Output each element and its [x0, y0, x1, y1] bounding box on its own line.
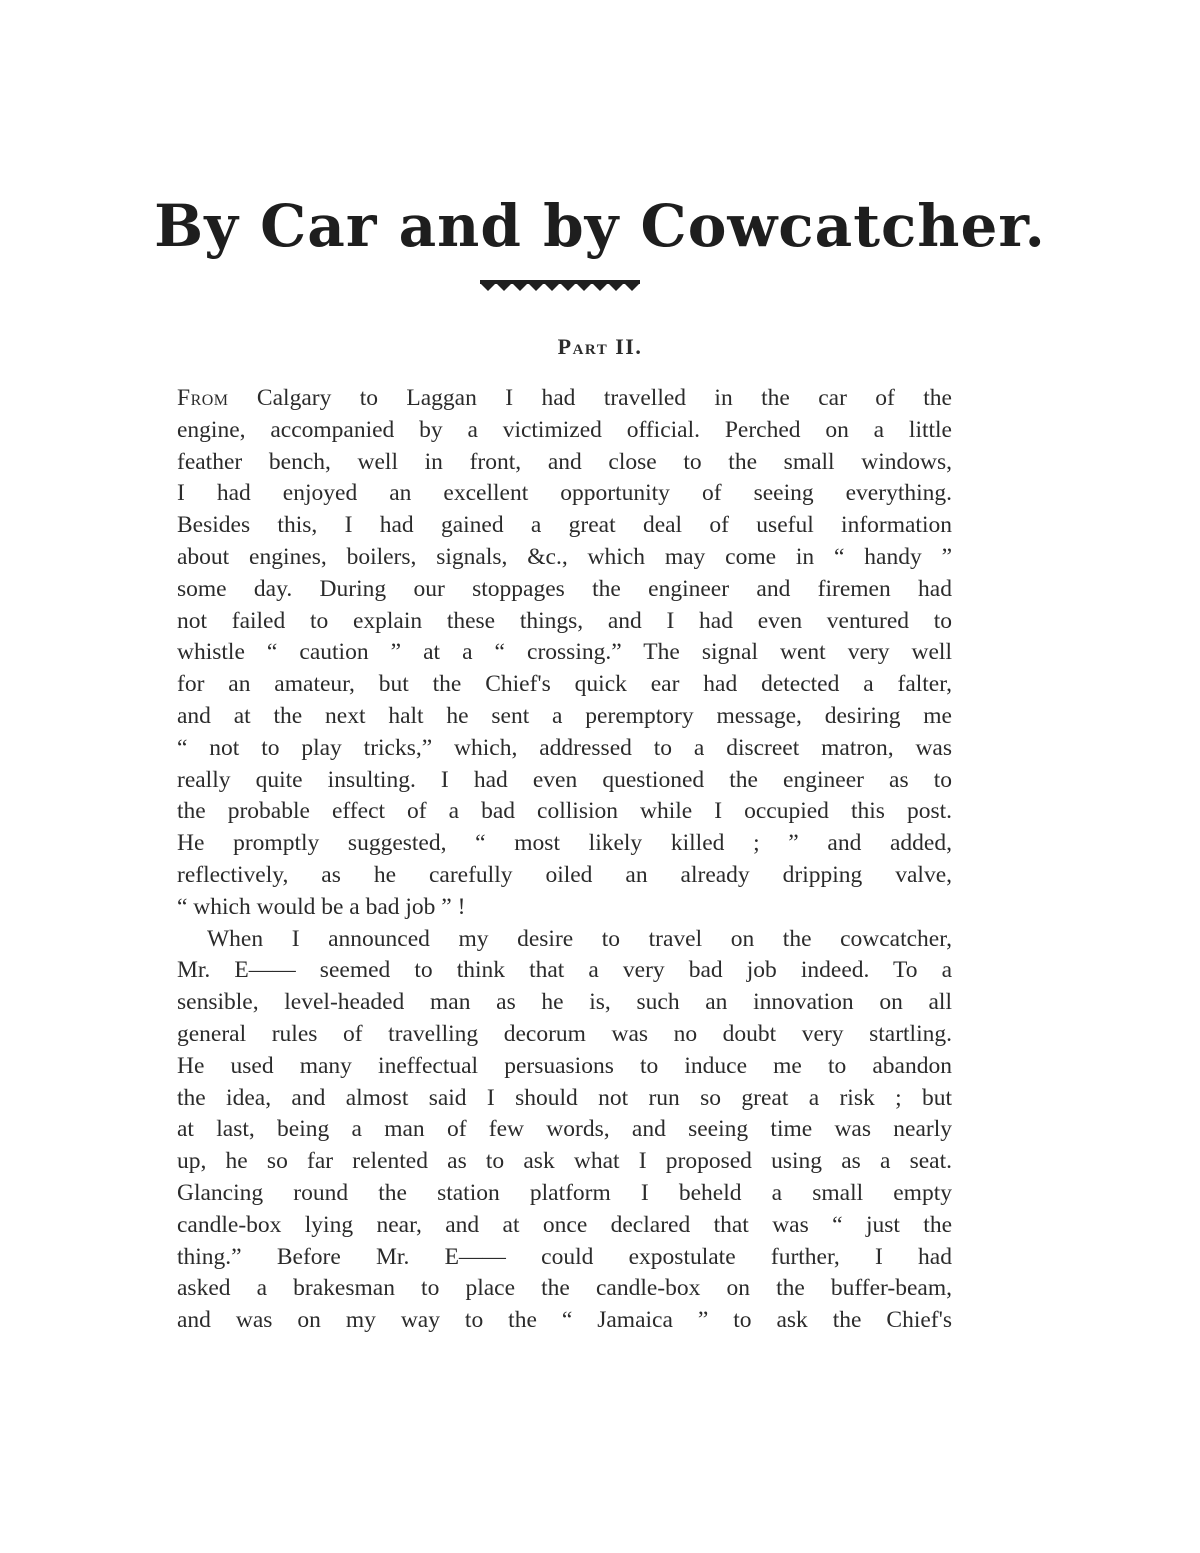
text-line: general rules of travelling decorum was no doubt very startling. — [177, 1020, 952, 1047]
text-line: candle-box lying near, and at once declared that was “ just the — [177, 1211, 952, 1238]
ornament-mark — [593, 284, 607, 291]
body-text — [177, 383, 952, 1337]
text-line: sensible, level-headed man as he is, such an innovation on all — [177, 989, 952, 1016]
part-heading: Part II. — [557, 334, 643, 359]
lead-word: From — [177, 385, 229, 411]
ornament-mark — [545, 284, 559, 291]
text-line: about engines, boilers, signals, &c., which may come in “ handy ” — [177, 543, 952, 570]
paragraph-2 — [177, 924, 952, 1337]
text-line: reflectively, as he carefully oiled an already dripping valve, — [177, 861, 952, 888]
ornament-mark — [529, 284, 543, 291]
text-line: Besides this, I had gained a great deal of useful information — [177, 512, 952, 539]
text-line: thing.” Before Mr. E—— could expostulate further, I had — [177, 1243, 952, 1270]
text-line: “ not to play tricks,” which, addressed to a discreet matron, was — [177, 734, 952, 761]
text-line: Glancing round the station platform I beheld a small empty — [177, 1179, 952, 1206]
ornament-mark — [609, 284, 623, 291]
text-line-content: Calgary to Laggan I had travelled in the car of the — [228, 385, 952, 411]
text-line: When I announced my desire to travel on the cowcatcher, — [207, 925, 952, 952]
text-line: up, he so far relented as to ask what I proposed using as a seat. — [177, 1148, 952, 1175]
chapter-title: By Car and by Cowcatcher. — [154, 192, 1046, 260]
text-line: asked a brakesman to place the candle-box on the buffer-beam, — [177, 1275, 952, 1302]
ornament-mark — [481, 284, 495, 291]
text-line: some day. During our stoppages the engineer and firemen had — [177, 575, 952, 602]
text-line: I had enjoyed an excellent opportunity of seeing everything. — [177, 480, 952, 507]
text-line: He promptly suggested, “ most likely killed ; ” and added, — [177, 830, 952, 857]
text-line: engine, accompanied by a victimized official. Perched on a little — [177, 416, 952, 443]
text-line: “ which would be a bad job ” ! — [177, 893, 466, 920]
text-line: feather bench, well in front, and close to the small windows, — [177, 448, 952, 475]
paragraph-1 — [177, 383, 952, 924]
text-line: at last, being a man of few words, and seeing time was nearly — [177, 1116, 952, 1143]
ornament-mark — [625, 284, 639, 291]
ornament-mark — [561, 284, 575, 291]
text-line: Mr. E—— seemed to think that a very bad job indeed. To a — [177, 957, 952, 984]
text-line — [177, 383, 952, 415]
text-line: the probable effect of a bad collision while I occupied this post. — [177, 798, 952, 825]
text-line: not failed to explain these things, and I had even ventured to — [177, 607, 952, 634]
text-line: and at the next halt he sent a peremptory message, desiring me — [177, 702, 952, 729]
text-line: the idea, and almost said I should not run so great a risk ; but — [177, 1084, 952, 1111]
text-line: really quite insulting. I had even questioned the engineer as to — [177, 766, 952, 793]
ornament-mark — [513, 284, 527, 291]
text-line: whistle “ caution ” at a “ crossing.” The signal went very well — [177, 639, 952, 666]
ornamental-divider — [480, 280, 640, 294]
text-line: He used many ineffectual persuasions to induce me to abandon — [177, 1052, 952, 1079]
ornament-mark — [497, 284, 511, 291]
text-line: and was on my way to the “ Jamaica ” to ask the Chief's — [177, 1307, 952, 1334]
text-line: for an amateur, but the Chief's quick ear had detected a falter, — [177, 671, 952, 698]
ornament-mark — [577, 284, 591, 291]
